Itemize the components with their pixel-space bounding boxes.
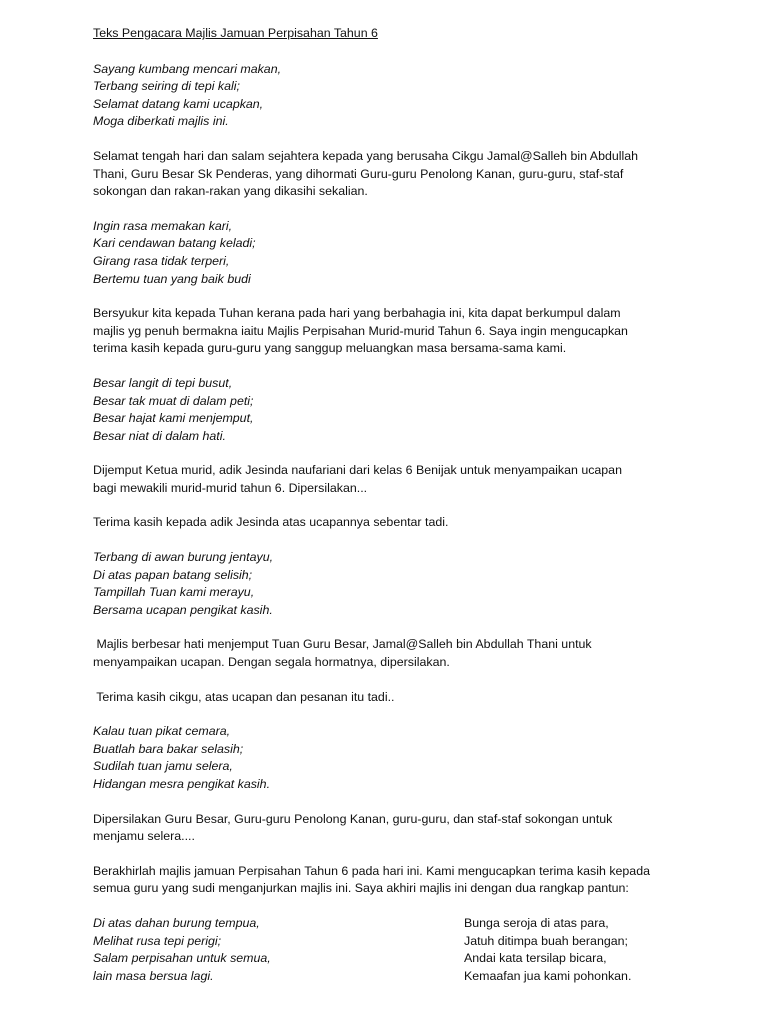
paragraph-closing (93, 863, 693, 898)
pantun-line: Ingin rasa memakan kari, (93, 218, 233, 233)
pantun-line: Hidangan mesra pengikat kasih. (93, 777, 271, 791)
pantun-line: Selamat datang kami ucapkan, (93, 96, 264, 111)
paragraph-line: Terima kasih kepada adik Jesinda atas ucapannya sebentar tadi. (93, 515, 449, 530)
paragraph-invite-headmaster (93, 636, 693, 671)
pantun-line: Besar langit di tepi busut, (93, 375, 233, 390)
pantun-line: Kemaafan jua kami pohonkan. (464, 968, 632, 983)
paragraph-line: Dijemput Ketua murid, adik Jesinda naufariani dari kelas 6 Benijak untuk menyampaikan ucapan (93, 463, 622, 478)
pantun-6-left (93, 915, 271, 985)
paragraph-greeting (93, 148, 693, 201)
pantun-line: Besar niat di dalam hati. (93, 428, 226, 443)
pantun-line: Bunga seroja di atas para, (464, 915, 609, 930)
pantun-4 (93, 549, 693, 619)
paragraph-gratitude (93, 305, 693, 358)
paragraph-line: Majlis berbesar hati menjemput Tuan Guru Besar, Jamal@Salleh bin Abdullah Thani untuk (93, 637, 592, 652)
pantun-5 (93, 723, 693, 793)
pantun-6-right (464, 915, 631, 985)
pantun-3 (93, 375, 693, 445)
pantun-line: lain masa bersua lagi. (93, 968, 214, 983)
pantun-line: Moga diberkati majlis ini. (93, 114, 229, 129)
paragraph-line: Dipersilakan Guru Besar, Guru-guru Penolong Kanan, guru-guru, dan staf-staf sokongan untuk (93, 811, 613, 826)
paragraph-line: Bersyukur kita kepada Tuhan kerana pada hari yang berbahagia ini, kita dapat berkumpul dalam (93, 306, 621, 321)
pantun-line: Salam perpisahan untuk semua, (93, 951, 271, 966)
document-title: Teks Pengacara Majlis Jamuan Perpisahan Tahun 6 (93, 26, 378, 40)
pantun-line: Kari cendawan batang keladi; (93, 236, 256, 251)
pantun-line: Kalau tuan pikat cemara, (93, 724, 231, 739)
pantun-line: Bertemu tuan yang baik budi (93, 271, 251, 286)
pantun-line: Buatlah bara bakar selasih; (93, 741, 244, 756)
pantun-1 (93, 61, 693, 131)
pantun-line: Tampillah Tuan kami merayu, (93, 585, 255, 600)
paragraph-invite-meal (93, 811, 693, 846)
pantun-line: Jatuh ditimpa buah berangan; (464, 933, 628, 948)
paragraph-line: Berakhirlah majlis jamuan Perpisahan Tahun 6 pada hari ini. Kami mengucapkan terima kasih kepada (93, 863, 650, 878)
paragraph-line: majlis yg penuh bermakna iaitu Majlis Perpisahan Murid-murid Tahun 6. Saya ingin mengucapkan (93, 323, 628, 338)
paragraph-line: Terima kasih cikgu, atas ucapan dan pesanan itu tadi.. (93, 689, 395, 704)
pantun-line: Terbang seiring di tepi kali; (93, 79, 240, 94)
paragraph-line: menyampaikan ucapan. Dengan segala hormatnya, dipersilakan. (93, 655, 450, 670)
paragraph-line: sokongan dan rakan-rakan yang dikasihi sekalian. (93, 184, 368, 199)
paragraph-line: Thani, Guru Besar Sk Penderas, yang dihormati Guru-guru Penolong Kanan, guru-guru, staf-staf (93, 166, 624, 181)
pantun-line: Bersama ucapan pengikat kasih. (93, 602, 273, 617)
paragraph-thanks-student (93, 514, 693, 532)
pantun-line: Sayang kumbang mencari makan, (93, 61, 282, 76)
paragraph-line: menjamu selera.... (93, 829, 195, 844)
paragraph-line: Selamat tengah hari dan salam sejahtera kepada yang berusaha Cikgu Jamal@Salleh bin Abdullah (93, 148, 639, 163)
closing-pantun-columns (93, 915, 693, 987)
pantun-line: Di atas dahan burung tempua, (93, 915, 260, 930)
pantun-line: Girang rasa tidak terperi, (93, 253, 230, 268)
document-page (93, 25, 693, 987)
pantun-line: Melihat rusa tepi perigi; (93, 933, 222, 948)
pantun-line: Andai kata tersilap bicara, (464, 951, 607, 966)
paragraph-line: semua guru yang sudi menganjurkan majlis ini. Saya akhiri majlis ini dengan dua rangkap pantun: (93, 881, 629, 896)
paragraph-line: terima kasih kepada guru-guru yang sanggup meluangkan masa bersama-sama kami. (93, 341, 567, 356)
pantun-line: Besar hajat kami menjemput, (93, 411, 254, 426)
pantun-2 (93, 218, 693, 288)
pantun-line: Terbang di awan burung jentayu, (93, 550, 274, 565)
pantun-line: Besar tak muat di dalam peti; (93, 393, 254, 408)
pantun-line: Sudilah tuan jamu selera, (93, 759, 233, 774)
paragraph-thanks-headmaster (93, 689, 693, 707)
pantun-line: Di atas papan batang selisih; (93, 567, 253, 582)
paragraph-invite-student (93, 462, 693, 497)
paragraph-line: bagi mewakili murid-murid tahun 6. Dipersilakan... (93, 480, 368, 495)
